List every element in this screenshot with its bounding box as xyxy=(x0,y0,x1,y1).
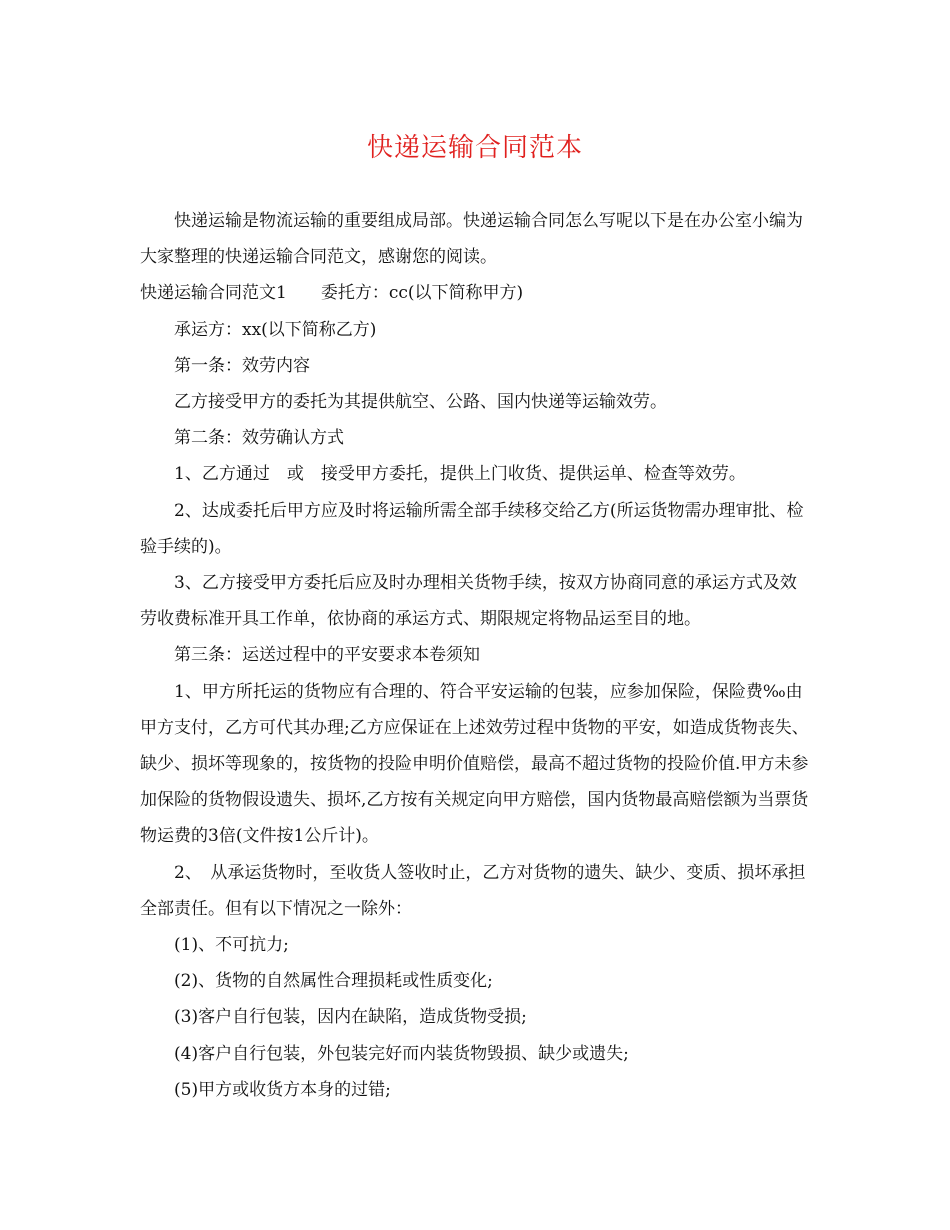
paragraph: 1、甲方所托运的货物应有合理的、符合平安运输的包装，应参加保险，保险费‰由甲方支付，乙方可代其办理;乙方应保证在上述效劳过程中货物的平安，如造成货物丧失、缺少、损坏等现象的，按货物的投险申明价值赔偿，最高不超过货物的投险价值.甲方未参加保险的货物假设遗失、损坏,乙方按有关规定向甲方赔偿，国内货物最高赔偿额为当票货物运费的3倍(文件按1公斤计)。 xyxy=(140,681,809,847)
paragraph: 快递运输是物流运输的重要组成局部。快递运输合同怎么写呢以下是在办公室小编为大家整理的快递运输合同范文，感谢您的阅读。 xyxy=(140,211,803,268)
document-body xyxy=(140,203,812,1108)
section-heading: 第三条：运送过程中的平安要求本卷须知 xyxy=(174,645,480,666)
section-heading: 第一条：效劳内容 xyxy=(174,355,310,376)
list-item: (1)、不可抗力; xyxy=(174,935,289,956)
list-item: (4)客户自行包装，外包装完好而内装货物毁损、缺少或遗失; xyxy=(174,1043,629,1064)
paragraph: 乙方接受甲方的委托为其提供航空、公路、国内快递等运输效劳。 xyxy=(174,392,667,413)
list-item: (3)客户自行包装，因内在缺陷，造成货物受损; xyxy=(174,1007,527,1028)
paragraph: 1、乙方通过 或 接受甲方委托，提供上门收货、提供运单、检查等效劳。 xyxy=(174,464,746,485)
paragraph: 3、乙方接受甲方委托后应及时办理相关货物手续，按双方协商同意的承运方式及效劳收费标准开具工作单，依协商的承运方式、期限规定将物品运至目的地。 xyxy=(140,573,797,630)
paragraph: 2、达成委托后甲方应及时将运输所需全部手续移交给乙方(所运货物需办理审批、检验手续的)。 xyxy=(140,500,804,557)
paragraph: 快递运输合同范文1 委托方：cc(以下简称甲方) xyxy=(140,283,524,304)
document-title: 快递运输合同范本 xyxy=(366,133,583,163)
paragraph: 2、 从承运货物时，至收货人签收时止，乙方对货物的遗失、缺少、变质、损坏承担全部责任。但有以下情况之一除外： xyxy=(140,862,806,919)
list-item: (2)、货物的自然属性合理损耗或性质变化; xyxy=(174,971,493,992)
paragraph: 承运方：xx(以下简称乙方) xyxy=(174,319,377,340)
section-heading: 第二条：效劳确认方式 xyxy=(174,428,344,449)
list-item: (5)甲方或收货方本身的过错; xyxy=(174,1079,391,1100)
